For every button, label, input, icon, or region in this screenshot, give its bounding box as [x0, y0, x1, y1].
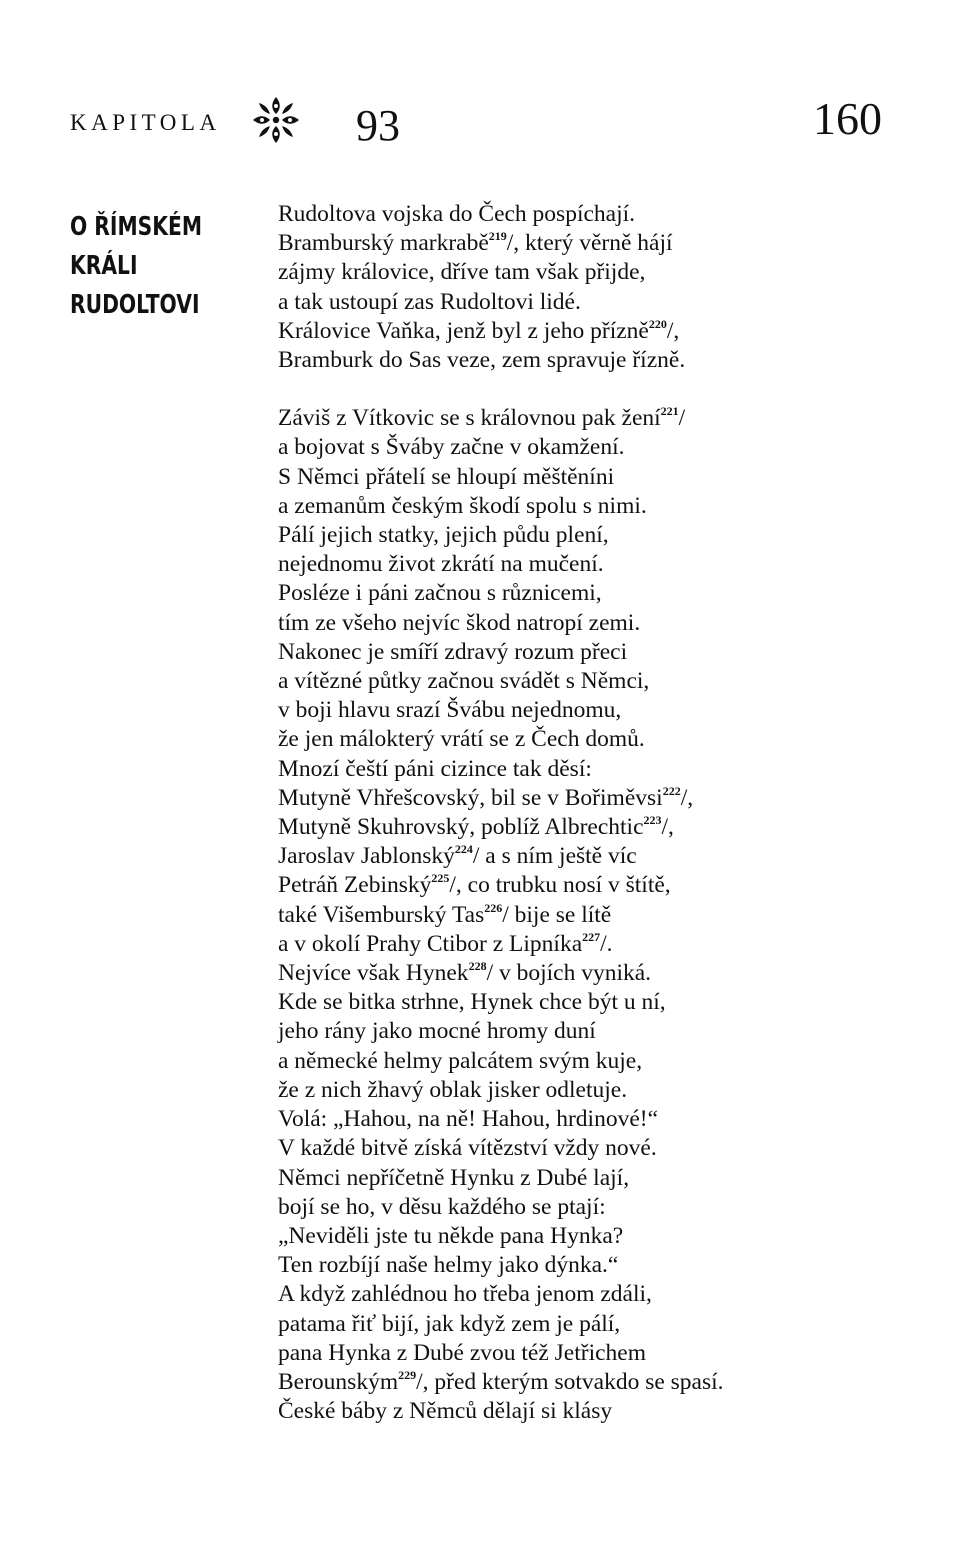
poem-line [278, 317, 858, 346]
poem-line [278, 755, 858, 784]
footnote-marker: 225 [431, 871, 450, 886]
poem-line-text: že z nich žhavý oblak jisker odletuje. [278, 1076, 628, 1103]
poem-line [278, 288, 858, 317]
poem-stanza [278, 404, 858, 1426]
poem-line [278, 579, 858, 608]
poem-line [278, 609, 858, 638]
poem-text [278, 200, 858, 1426]
chapter-title-line: KRÁLI [70, 251, 138, 281]
poem-line-text: /. [600, 930, 613, 957]
poem-line [278, 1134, 858, 1163]
poem-line [278, 346, 858, 375]
poem-line-text: Petráň Zebinský [278, 872, 432, 899]
poem-line [278, 1105, 858, 1134]
poem-line-text: že jen málokterý vrátí se z Čech domů. [278, 726, 645, 753]
poem-line [278, 1339, 858, 1368]
poem-line-text: /, před kterým sotvakdo se spasí. [416, 1368, 724, 1395]
poem-line [278, 404, 858, 433]
poem-line [278, 463, 858, 492]
poem-line-text: /, [661, 814, 674, 841]
poem-line-text: Němci nepříčetně Hynku z Dubé lají, [278, 1164, 630, 1191]
poem-line-text: A když zahlédnou ho třeba jenom zdáli, [278, 1281, 652, 1308]
poem-line-text: / a s ním ještě víc [472, 843, 637, 870]
poem-line-text: /, který věrně hájí [506, 230, 673, 257]
poem-line [278, 1310, 858, 1339]
poem-line-text: Pálí jejich statky, jejich půdu plení, [278, 522, 609, 549]
poem-line-text: V každé bitvě získá vítězství vždy nové. [278, 1135, 657, 1162]
poem-line-text: a tak ustoupí zas Rudoltovi lidé. [278, 288, 581, 315]
poem-line [278, 1017, 858, 1046]
poem-stanza [278, 200, 858, 375]
poem-line [278, 550, 858, 579]
poem-line [278, 200, 858, 229]
poem-line [278, 1251, 858, 1280]
poem-line-text: Nakonec je smíří zdravý rozum přeci [278, 638, 628, 665]
poem-line-text: S Němci přátelí se hloupí měštěníni [278, 463, 615, 490]
footnote-marker: 220 [648, 316, 667, 331]
poem-line [278, 667, 858, 696]
footnote-marker: 221 [660, 404, 679, 419]
poem-line [278, 229, 858, 258]
poem-line-text: a zemanům českým škodí spolu s nimi. [278, 492, 647, 519]
poem-line [278, 784, 858, 813]
poem-line [278, 1397, 858, 1426]
poem-line [278, 696, 858, 725]
poem-line [278, 1222, 858, 1251]
poem-line-text: zájmy královice, dříve tam však přijde, [278, 259, 646, 286]
poem-line-text: / v bojích vyniká. [486, 960, 652, 987]
poem-line [278, 521, 858, 550]
footnote-marker: 222 [662, 783, 681, 798]
poem-line [278, 959, 858, 988]
poem-line [278, 433, 858, 462]
poem-line [278, 988, 858, 1017]
poem-line-text: Mutyně Vhřešcovský, bil se v Bořiměvsi [278, 784, 663, 811]
poem-line [278, 1280, 858, 1309]
poem-line-text: a vítězné půtky začnou svádět s Němci, [278, 668, 650, 695]
poem-line-text: Mutyně Skuhrovský, poblíž Albrechtic [278, 814, 644, 841]
chapter-title-line: O ŘÍMSKÉM [70, 212, 203, 242]
poem-line-text: / [678, 405, 686, 432]
footnote-marker: 226 [484, 900, 503, 915]
poem-line-text: Rudoltova vojska do Čech pospíchají. [278, 201, 636, 227]
poem-line [278, 1368, 858, 1397]
poem-line [278, 725, 858, 754]
poem-line-text: v boji hlavu srazí Švábu nejednomu, [278, 697, 622, 724]
poem-line [278, 1047, 858, 1076]
poem-line-text: / bije se lítě [502, 901, 612, 928]
poem-line [278, 1076, 858, 1105]
poem-line [278, 930, 858, 959]
poem-line [278, 638, 858, 667]
poem-line-text: Nejvíce však Hynek [278, 960, 469, 987]
footnote-marker: 219 [488, 229, 507, 244]
poem-line-text: a v okolí Prahy Ctibor z Lipníka [278, 930, 583, 957]
poem-line [278, 813, 858, 842]
chapter-label: KAPITOLA [70, 110, 221, 135]
footnote-marker: 227 [582, 929, 601, 944]
poem-line [278, 1164, 858, 1193]
poem-line-text: Záviš z Vítkovic se s královnou pak žení [278, 405, 661, 432]
poem-line-text: a německé helmy palcátem svým kuje, [278, 1047, 643, 1074]
poem-line-text: Mnozí čeští páni cizince tak děsí: [278, 755, 592, 782]
poem-line-text: /, [666, 317, 680, 344]
poem-line-text: a bojovat s Šváby začne v okamžení. [278, 434, 625, 461]
poem-line [278, 258, 858, 287]
footnote-marker: 228 [468, 958, 487, 973]
poem-line-text: bojí se ho, v děsu každého se ptají: [278, 1193, 606, 1220]
page-header [0, 0, 960, 180]
footnote-marker: 223 [643, 812, 662, 827]
poem-line-text: Kde se bitka strhne, Hynek chce být u ní, [278, 989, 666, 1016]
footnote-marker: 229 [398, 1367, 417, 1382]
chapter-number: 93 [356, 101, 400, 150]
poem-line [278, 901, 858, 930]
chapter-title-line: RUDOLTOVI [70, 290, 200, 320]
poem-line-text: Bramburk do Sas veze, zem spravuje řízně. [278, 347, 686, 374]
poem-line-text: Ten rozbíjí naše helmy jako dýnka.“ [278, 1252, 619, 1279]
poem-line-text: tím ze všeho nejvíc škod natropí zemi. [278, 609, 641, 636]
page-number: 160 [813, 93, 882, 144]
poem-line-text: jeho rány jako mocné hromy duní [278, 1018, 596, 1045]
poem-line-text: nejednomu život zkrátí na mučení. [278, 551, 604, 578]
poem-line-text: Jaroslav Jablonský [278, 843, 455, 870]
poem-line-text: Posléze i páni začnou s různicemi, [278, 580, 602, 607]
poem-line [278, 1193, 858, 1222]
poem-line-text: také Višemburský Tas [278, 901, 485, 928]
poem-line [278, 842, 858, 871]
poem-line [278, 871, 858, 900]
poem-line-text: patama řiť bijí, jak když zem je pálí, [278, 1310, 621, 1337]
poem-line [278, 492, 858, 521]
poem-line-text: /, [680, 784, 694, 811]
poem-line-text: Bramburský markrabě [278, 230, 489, 257]
poem-line-text: Volá: „Hahou, na ně! Hahou, hrdinové!“ [278, 1106, 659, 1133]
poem-line-text: /, co trubku nosí v štítě, [449, 872, 671, 899]
chapter-title [70, 208, 210, 325]
poem-line-text: České báby z Němců dělají si klásy [278, 1398, 613, 1425]
poem-line-text: „Neviděli jste tu někde pana Hynka? [278, 1222, 624, 1249]
poem-line-text: Královice Vaňka, jenž byl z jeho přízně [278, 317, 649, 344]
poem-line-text: pana Hynka z Dubé zvou též Jetřichem [278, 1339, 647, 1366]
footnote-marker: 224 [454, 842, 473, 857]
flower-ornament-icon [250, 94, 302, 146]
poem-line-text: Berounským [278, 1368, 399, 1395]
